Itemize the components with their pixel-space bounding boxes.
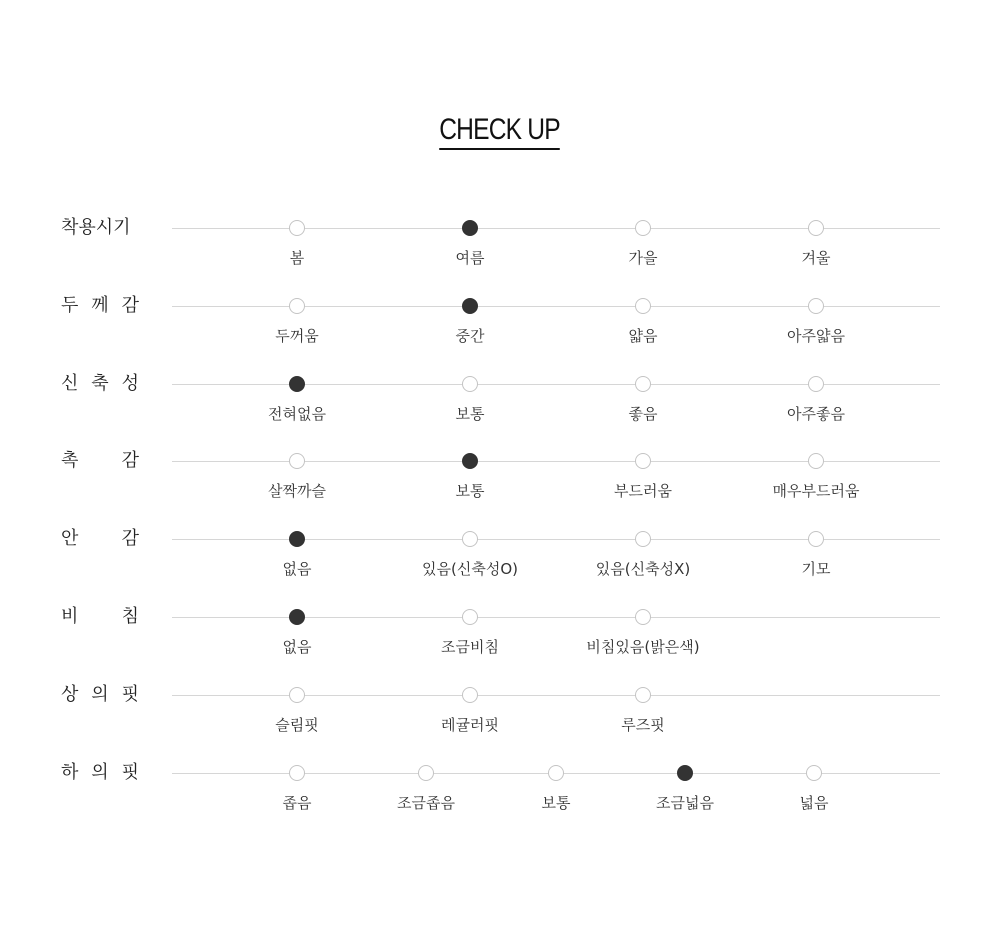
- empty-circle-icon[interactable]: [289, 765, 305, 781]
- empty-circle-icon[interactable]: [635, 376, 651, 392]
- empty-circle-icon[interactable]: [462, 609, 478, 625]
- filled-circle-icon[interactable]: [462, 220, 478, 236]
- empty-circle-icon[interactable]: [289, 687, 305, 703]
- option-label: 없음: [282, 638, 312, 656]
- filled-circle-icon[interactable]: [289, 376, 305, 392]
- scale-track: [172, 306, 940, 307]
- filled-circle-icon[interactable]: [462, 298, 478, 314]
- row-label-char: 침: [121, 606, 139, 627]
- empty-circle-icon[interactable]: [635, 220, 651, 236]
- option-label: 슬림핏: [275, 716, 319, 734]
- row-label-char: 의: [91, 684, 109, 705]
- scale-track: [172, 461, 940, 462]
- page-title-text: CHECK UP: [440, 115, 561, 150]
- option-label: 비침있음(밝은색): [586, 638, 700, 656]
- option-label: 살짝까슬: [268, 482, 326, 500]
- checkup-row: [0, 295, 1000, 366]
- option-label: 보통: [541, 794, 571, 812]
- row-label: [61, 294, 139, 318]
- row-label-char: 상: [61, 684, 79, 705]
- row-label-char: 비: [61, 606, 79, 627]
- empty-circle-icon[interactable]: [462, 531, 478, 547]
- option-label: 좋음: [628, 405, 658, 423]
- filled-circle-icon[interactable]: [677, 765, 693, 781]
- option-label: 없음: [282, 560, 312, 578]
- row-label-char: 하: [61, 762, 79, 783]
- row-label: [61, 605, 139, 629]
- row-label-char: 감: [121, 528, 139, 549]
- option-label: 보통: [455, 405, 485, 423]
- row-label-char: 신: [61, 373, 79, 394]
- empty-circle-icon[interactable]: [289, 220, 305, 236]
- option-label: 봄: [289, 249, 305, 267]
- empty-circle-icon[interactable]: [635, 531, 651, 547]
- option-label: 조금비침: [441, 638, 499, 656]
- option-label: 조금좁음: [397, 794, 455, 812]
- row-label: [61, 761, 139, 785]
- row-label: [61, 449, 139, 473]
- checkup-row: [0, 684, 1000, 755]
- empty-circle-icon[interactable]: [635, 687, 651, 703]
- option-label: 레귤러핏: [441, 716, 499, 734]
- option-label: 얇음: [628, 327, 658, 345]
- checkup-row: [0, 606, 1000, 677]
- option-label: 아주얇음: [787, 327, 845, 345]
- empty-circle-icon[interactable]: [808, 376, 824, 392]
- checkup-row: [0, 217, 1000, 288]
- option-label: 넓음: [799, 794, 829, 812]
- empty-circle-icon[interactable]: [808, 298, 824, 314]
- row-label-char: 안: [61, 528, 79, 549]
- empty-circle-icon[interactable]: [462, 687, 478, 703]
- row-label-char: 핏: [121, 762, 139, 783]
- row-label-char: 성: [121, 373, 139, 394]
- option-label: 부드러움: [614, 482, 672, 500]
- option-label: 중간: [455, 327, 485, 345]
- option-label: 있음(신축성X): [595, 560, 691, 578]
- empty-circle-icon[interactable]: [808, 531, 824, 547]
- empty-circle-icon[interactable]: [289, 453, 305, 469]
- option-label: 있음(신축성O): [422, 560, 518, 578]
- option-label: 좁음: [282, 794, 312, 812]
- empty-circle-icon[interactable]: [635, 609, 651, 625]
- row-label-char: 핏: [121, 684, 139, 705]
- option-label: 겨울: [801, 249, 831, 267]
- scale-track: [172, 695, 940, 696]
- page-title: [0, 112, 1000, 150]
- scale-track: [172, 539, 940, 540]
- row-label: 착용시기: [61, 217, 131, 238]
- option-label: 보통: [455, 482, 485, 500]
- option-label: 가을: [628, 249, 658, 267]
- empty-circle-icon[interactable]: [289, 298, 305, 314]
- row-label-char: 두: [61, 295, 79, 316]
- empty-circle-icon[interactable]: [418, 765, 434, 781]
- option-label: 두꺼움: [275, 327, 319, 345]
- checkup-row: [0, 762, 1000, 833]
- row-label: [61, 372, 139, 396]
- empty-circle-icon[interactable]: [635, 298, 651, 314]
- empty-circle-icon[interactable]: [635, 453, 651, 469]
- row-label-char: 감: [121, 450, 139, 471]
- scale-track: [172, 228, 940, 229]
- scale-track: [172, 617, 940, 618]
- filled-circle-icon[interactable]: [462, 453, 478, 469]
- scale-track: [172, 384, 940, 385]
- row-label-char: 촉: [61, 450, 79, 471]
- row-label-char: 축: [91, 373, 109, 394]
- empty-circle-icon[interactable]: [548, 765, 564, 781]
- option-label: 전혀없음: [268, 405, 326, 423]
- row-label-char: 감: [121, 295, 139, 316]
- checkup-row: [0, 450, 1000, 521]
- row-label-char: 께: [91, 295, 109, 316]
- option-label: 아주좋음: [787, 405, 845, 423]
- empty-circle-icon[interactable]: [808, 220, 824, 236]
- option-label: 여름: [455, 249, 485, 267]
- filled-circle-icon[interactable]: [289, 609, 305, 625]
- checkup-row: [0, 528, 1000, 599]
- row-label: [61, 527, 139, 551]
- empty-circle-icon[interactable]: [808, 453, 824, 469]
- row-label-char: 의: [91, 762, 109, 783]
- row-label: [61, 683, 139, 707]
- empty-circle-icon[interactable]: [462, 376, 478, 392]
- option-label: 조금넓음: [656, 794, 714, 812]
- filled-circle-icon[interactable]: [289, 531, 305, 547]
- option-label: 매우부드러움: [772, 482, 860, 500]
- empty-circle-icon[interactable]: [806, 765, 822, 781]
- option-label: 기모: [801, 560, 831, 578]
- checkup-row: [0, 373, 1000, 444]
- option-label: 루즈핏: [621, 716, 665, 734]
